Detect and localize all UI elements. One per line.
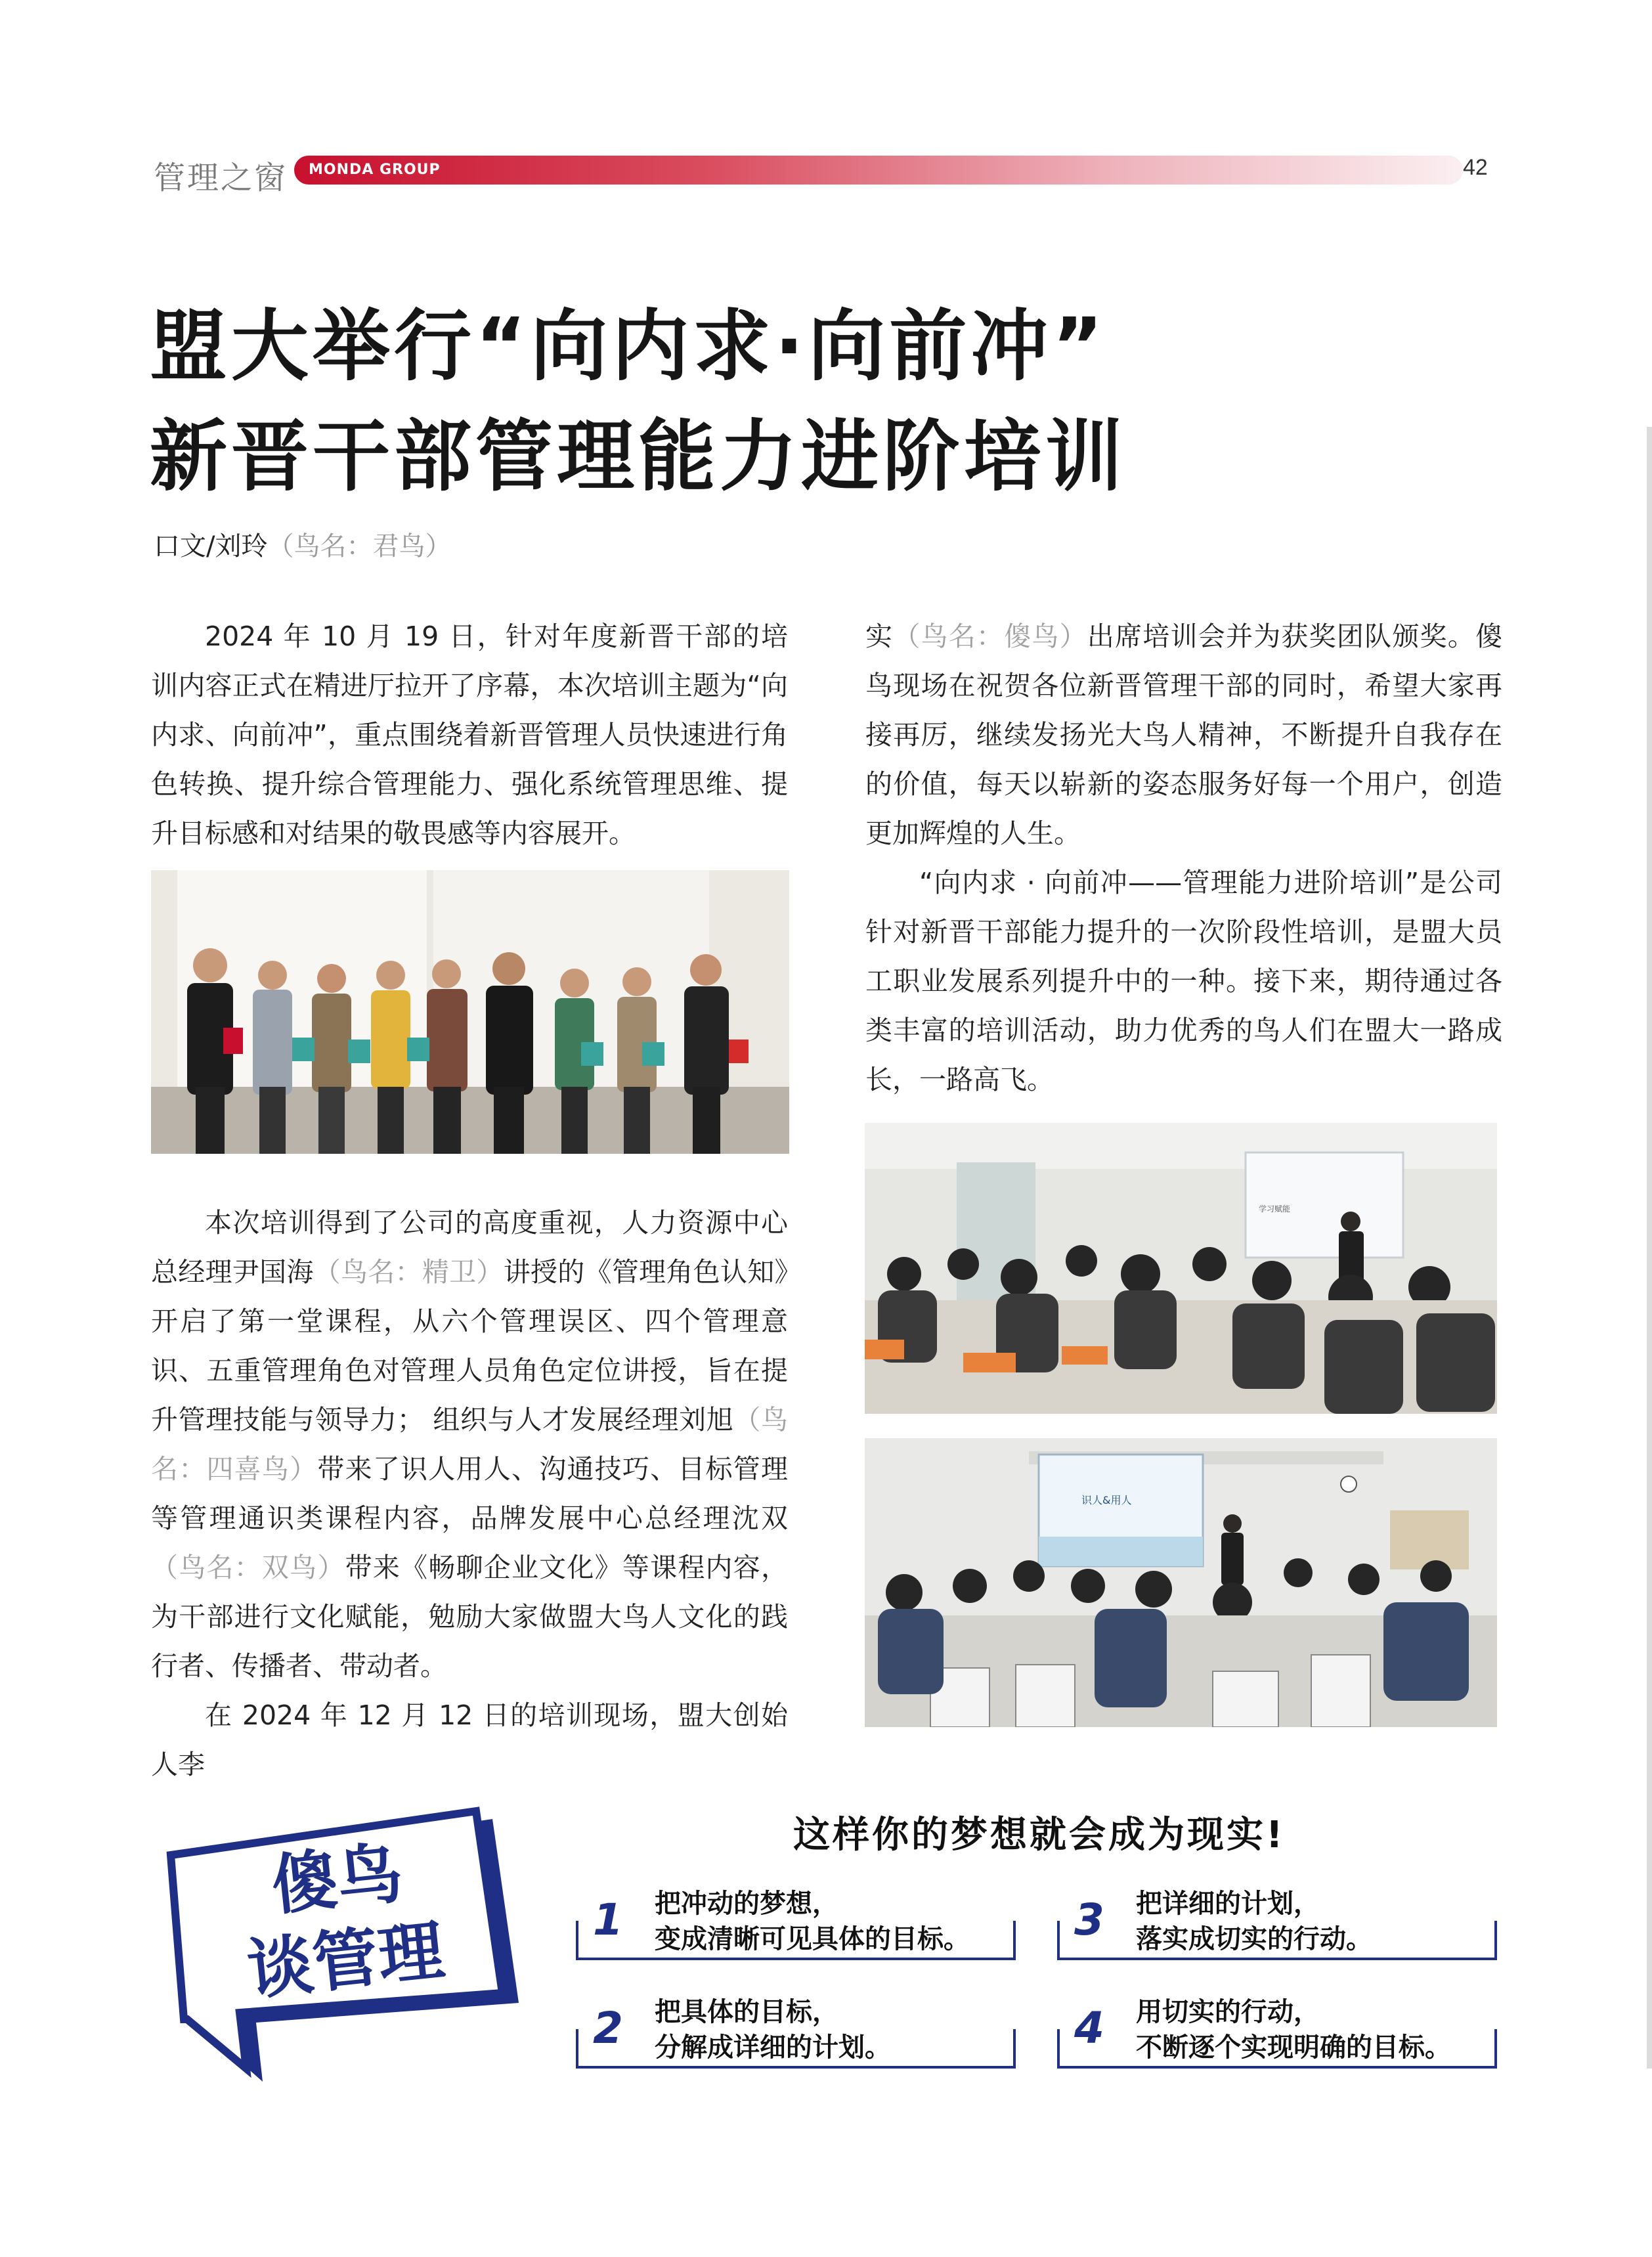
brand-label: MONDA GROUP xyxy=(309,162,441,178)
slide-1-text: 学习赋能 xyxy=(1259,1204,1291,1214)
training-photo-1 xyxy=(865,1123,1497,1414)
step-line-2: 变成清晰可见具体的目标。 xyxy=(655,1924,970,1954)
byline-nickname: （鸟名：君鸟） xyxy=(267,531,452,561)
p2-text-g: 带来《畅聊企业文化》等课程内容，为干部进行文化赋能，勉励大家做盟大鸟人文化的践行者、传播者、带动者。 xyxy=(151,1552,789,1682)
section-name: 管理之窗 xyxy=(154,160,288,196)
paragraph-dec-training: 在 2024 年 12 月 12 日的培训现场，盟大创始人李 xyxy=(151,1699,788,1780)
step-card-1 xyxy=(576,1881,1016,1960)
step-number: 2 xyxy=(593,2003,623,2053)
infographic-heading: 这样你的梦想就会成为现实! xyxy=(793,1814,1286,1856)
paragraph-intro: 2024 年 10 月 19 日，针对年度新晋干部的培训内容正式在精进厅拉开了序幕，本次培训主题为“向内求、向前冲”，重点围绕着新晋管理人员快速进行角色转换、提升综合管理能力、强化系统管理思维、提升目标感和对结果的敬畏感等内容展开。 xyxy=(151,621,788,849)
article-title-line-1: 盟大举行“向内求·向前冲” xyxy=(150,301,1107,391)
p2-text-e: 带来了识人用人、沟通技巧、目标管理等管理通识类课程内容，品牌发展中心总经理沈双 xyxy=(151,1453,789,1534)
training-photo-2 xyxy=(865,1438,1497,1727)
step-number: 1 xyxy=(593,1895,623,1945)
article-title-line-2: 新晋干部管理能力进阶培训 xyxy=(150,411,1127,502)
step-line-1: 把具体的目标， xyxy=(655,1997,838,2027)
brand-bar xyxy=(294,156,1463,185)
paragraph-speakers xyxy=(151,1198,788,1691)
step-line-2: 不断逐个实现明确的目标。 xyxy=(1136,2032,1451,2063)
nickname-jingwei: （鸟名：精卫） xyxy=(313,1256,504,1288)
p2-text-c: 讲授的《管理角色认知》开启了第一堂课程，从六个管理误区、四个管理意识、五重管理角色对管理人员角色定位讲授，旨在提升管理技能与领导力； 组织与人才发展经理刘旭 xyxy=(151,1256,789,1435)
ribbon-title xyxy=(209,1826,474,2014)
byline-author: 口文/刘玲 xyxy=(154,531,268,561)
group-photo xyxy=(151,870,789,1154)
p4-text-c: 出席培训会并为获奖团队颁奖。傻鸟现场在祝贺各位新晋管理干部的同时，希望大家再接再厉，继续发扬光大鸟人精神，不断提升自我存在的价值，每天以崭新的姿态服务好每一个用户，创造更加辉煌的人生。 xyxy=(865,621,1503,849)
ribbon-title-line-2: 谈管理 xyxy=(244,1912,448,2009)
nickname-shaniao: （鸟名：傻鸟） xyxy=(893,621,1087,652)
step-card-3 xyxy=(1057,1881,1497,1960)
step-line-1: 把冲动的梦想， xyxy=(655,1889,838,1919)
page-number: 42 xyxy=(1463,155,1488,180)
nickname-shuangniao: （鸟名：双鸟） xyxy=(151,1552,345,1583)
paragraph-summary: “向内求 · 向前冲——管理能力进阶培训”是公司针对新晋干部能力提升的一次阶段性培训，是盟大员工职业发展系列提升中的一种。接下来，期待通过各类丰富的培训活动，助力优秀的鸟人们在盟大一路成长，一路高飞。 xyxy=(865,867,1502,1095)
step-line-1: 用切实的行动， xyxy=(1136,1997,1320,2027)
p2-text-a: 本次培训得到了公司的高度重视，人力资源中心总经理尹国海 xyxy=(151,1207,788,1288)
step-number: 3 xyxy=(1074,1895,1104,1945)
step-line-2: 分解成详细的计划。 xyxy=(655,2032,891,2063)
paragraph-founder xyxy=(865,612,1502,858)
step-card-4 xyxy=(1057,1990,1497,2069)
slide-2-text: 识人&用人 xyxy=(1081,1494,1132,1506)
p4-text-a: 实 xyxy=(865,621,894,652)
nickname-sixiniao: （鸟名：四喜鸟） xyxy=(151,1404,789,1485)
step-line-1: 把详细的计划， xyxy=(1136,1889,1320,1919)
ribbon-title-line-1: 傻鸟 xyxy=(267,1834,407,1925)
page-edge-shadow xyxy=(1647,427,1652,2069)
step-card-2 xyxy=(576,1990,1016,2069)
byline xyxy=(154,525,451,563)
step-line-2: 落实成切实的行动。 xyxy=(1136,1924,1372,1954)
step-number: 4 xyxy=(1074,2003,1104,2053)
